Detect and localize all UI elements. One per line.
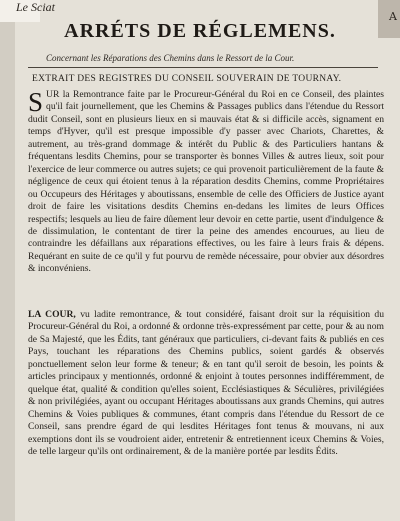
ruling-lead: LA COUR,	[28, 309, 76, 320]
extract-heading: EXTRAIT DES REGISTRES DU CONSEIL SOUVERAIN DE TOURNAY.	[32, 74, 342, 84]
paragraph-ruling	[28, 309, 384, 458]
paragraph-text: vu ladite remontrance, & tout considéré, faisant droit sur la réquisition du Procureur-Général du Roi, a ordonné & ordonne très-expressément par cette, pour & au nom de Sa Majesté, que les Édits, tant généraux que particuliers, ci-devant faits & publiés en ces Pays, touchant les réparations des Chemins publics, soient gardés & observés ponctuellement selon leur forme & teneur; & en tant qu'il seroit de besoin, les points & articles principaux y mentionnés, ordonné & enjoint à toutes personnes indifféremment, de quelque état, qualité & condition qu'elles soient, Ecclésiastiques & Séculières, privilégiées & non privilégiées, ayant ou occupant Héritages aboutissans aux grands Chemins, qui autres Chemins & Voies publiques & communes, étant compris dans l'étendue du Ressort de ce Conseil, sans prendre égard de qui lesdites Héritages font tenus & mouvans, ni aux exemptions dont ils se voudroient aider, entretenir & entretiennent iceux Chemins & Voies, de telle largeur qu'ils ont ordinairement, & de la manière portée par lesdits Édits.	[28, 309, 384, 457]
document-subtitle: Concernant les Réparations des Chemins dans le Ressort de la Cour.	[46, 53, 295, 63]
page-signature-mark: A	[389, 10, 397, 23]
watermark-banner: Le Sciat	[16, 0, 55, 14]
header-rule	[28, 67, 378, 68]
page-edge-shadow	[0, 0, 15, 521]
drop-cap: S	[28, 87, 44, 117]
paragraph-remonstrance	[28, 89, 384, 276]
document-title: ARRÉTS DE RÉGLEMENS.	[64, 20, 336, 42]
paragraph-text: UR la Remontrance faite par le Procureur-Général du Roi en ce Conseil, des plaintes qu'il fait journellement, que les Chemins & Passages publics dans l'étendue du Ressort dudit Conseil, sont en plusieurs lieux en si mauvais état & si difficile accès, signament en temps d'Hyver, qu'il est presque impossible d'y passer avec Chariots, Charettes, & autrement, au très-grand dommage & intérêt du Public & des Particuliers hantans & fréquentans lesdits Chemins, pour se transporter ès bonnes Villes & autres lieux, soit pour l'exercice de leur commerce ou autres sujets; ce qui provenoit particulièrement de la faute & négligence de ceux qui étoient tenus à la réparation desdits Chemins, comme Propriétaires ou Occupeurs des Héritages y aboutissans, ensemble de celle des Officiers de Justice ayant droit de faire les visitations desdits Chemins en-dedans les limites de leurs Offices respectifs; lesquels au lieu de faire dûement leur devoir en cette partie, usent d'indulgence & de dissimulation, le contentant de tirer la peine des amendes encourues, au lieu de contraindre les défaillans aux réparations effectives, ou les faire à leurs frais & dépens. Requérant en suite de ce qu'il y fut pourvu de remède nécessaire, pour obvier aux désordres & inconvéniens.	[28, 89, 384, 275]
